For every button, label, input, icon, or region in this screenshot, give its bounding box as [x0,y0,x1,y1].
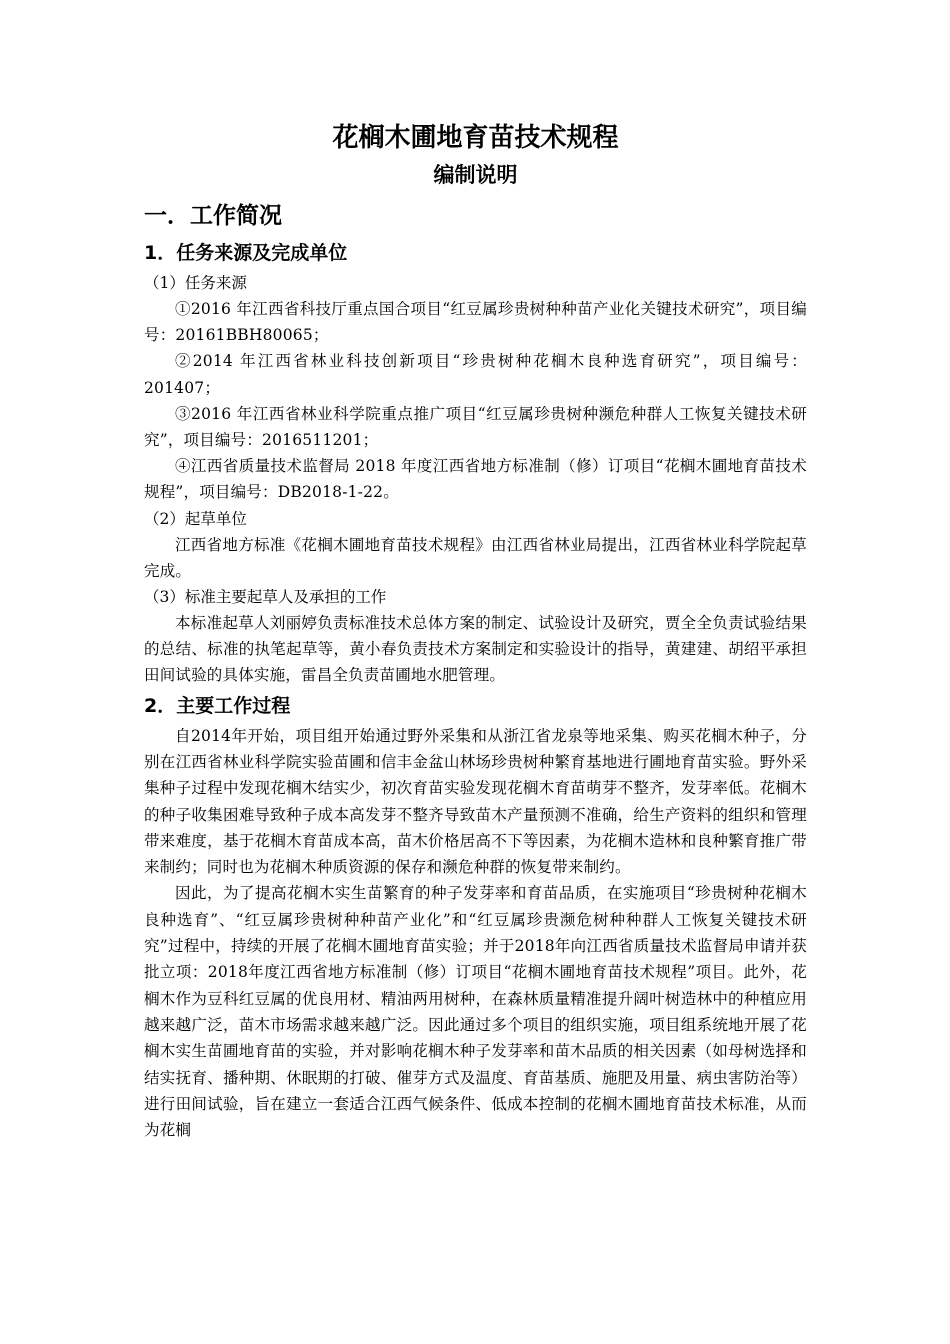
subsection-heading: 1．任务来源及完成单位 [144,242,348,264]
subsection-work-process [144,689,807,1144]
document-subtitle: 编制说明 [433,163,518,187]
part-heading-drafting-unit: （2）起草单位 [144,509,247,528]
section-work-overview [144,196,807,1143]
document-page [144,118,807,1143]
section-heading: 一．工作简况 [144,203,282,229]
project-item: ③2016 年江西省林业科学院重点推广项目“红豆属珍贵树种濒危种群人工恢复关键技术研究”，项目编号：2016511201； [144,404,807,450]
body-paragraph: 自2014年开始，项目组开始通过野外采集和从浙江省龙泉等地采集、购买花榈木种子，分别在江西省林业科学院实验苗圃和信丰金盆山林场珍贵树种繁育基地进行圃地育苗实验。野外采集种子过程中发现花榈木结实少，初次育苗实验发现花榈木育苗萌芽不整齐，发芽率低。花榈木的种子收集困难导致种子成本高发芽不整齐导致苗木产量预测不准确，给生产资料的组织和管理带来难度，基于花榈木育苗成本高，苗木价格居高不下等因素，为花榈木造林和良种繁育推广带来制约；同时也为花榈木种质资源的保存和濒危种群的恢复带来制约。 [144,726,807,877]
body-paragraph: 因此，为了提高花榈木实生苗繁育的种子发芽率和育苗品质，在实施项目“珍贵树种花榈木良种选育”、“红豆属珍贵树种种苗产业化”和“红豆属珍贵濒危树种种群人工恢复关键技术研究”过程中，持续的开展了花榈木圃地育苗实验；并于2018年向江西省质量技术监督局申请并获批立项：2018年度江西省地方标准制（修）订项目“花榈木圃地育苗技术规程”项目。此外，花榈木作为豆科红豆属的优良用材、精油两用树种，在森林质量精准提升阔叶树造林中的种植应用越来越广泛，苗木市场需求越来越广泛。因此通过多个项目的组织实施，项目组系统地开展了花榈木实生苗圃地育苗的实验，并对影响花榈木种子发芽率和苗木品质的相关因素（如母树选择和结实抚育、播种期、休眠期的打破、催芽方式及温度、育苗基质、施肥及用量、病虫害防治等）进行田间试验，旨在建立一套适合江西气候条件、低成本控制的花榈木圃地育苗技术标准，从而为花榈 [144,884,807,1140]
drafting-unit-text: 江西省地方标准《花榈木圃地育苗技术规程》由江西省林业局提出，江西省林业科学院起草完成。 [144,535,807,580]
project-item: ②2014 年江西省林业科技创新项目“珍贵树种花榈木良种选育研究”，项目编号：201407； [144,352,807,397]
document-title: 花榈木圃地育苗技术规程 [332,123,619,153]
subsection-task-source [144,236,807,689]
project-item: ①2016 年江西省科技厅重点国合项目“红豆属珍贵树种种苗产业化关键技术研究”，项目编号：20161BBH80065； [144,300,807,345]
part-heading-task-source: （1）任务来源 [144,274,247,292]
part-heading-drafters: （3）标准主要起草人及承担的工作 [144,588,387,607]
drafters-text: 本标准起草人刘丽婷负责标准技术总体方案的制定、试验设计及研究，贾全全负责试验结果的总结、标准的执笔起草等，黄小春负责技术方案制定和实验设计的指导，黄建建、胡绍平承担田间试验的具体实施，雷昌全负责苗圃地水肥管理。 [144,614,807,685]
subsection-heading: 2．主要工作过程 [144,694,291,717]
project-item: ④江西省质量技术监督局 2018 年度江西省地方标准制（修）订项目“花榈木圃地育苗技术规程”，项目编号：DB2018-1-22。 [144,457,807,502]
